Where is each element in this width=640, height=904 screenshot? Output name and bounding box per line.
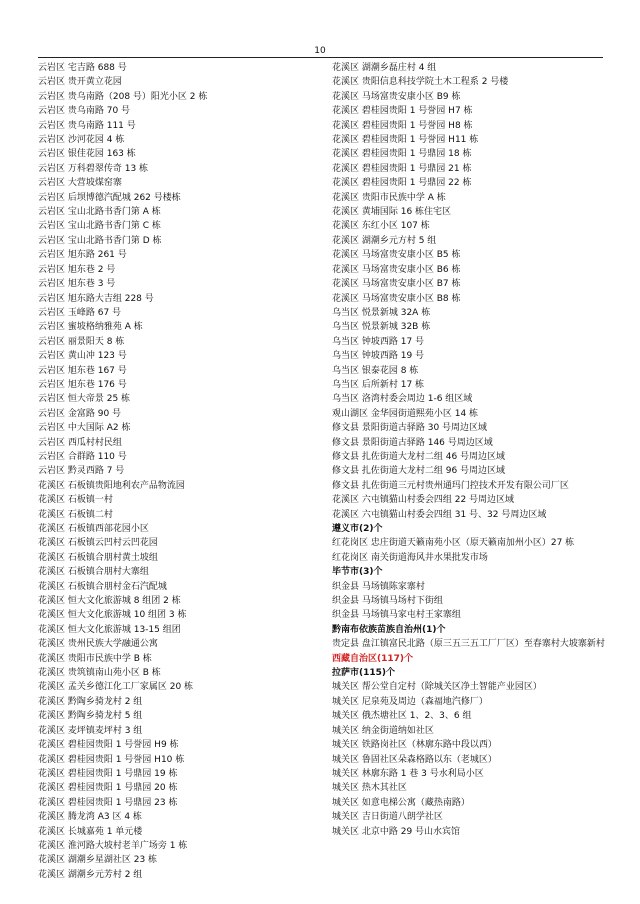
address-line: 花溪区 黔陶乡骑龙村 2 组 [38,696,143,707]
address-line: 花溪区 恒大文化旅游城 8 组团 2 栋 [38,596,181,607]
address-line: 贵定县 盘江镇富民北路（原三五三五工厂厂区）至春寨村大坡寨新村 [332,639,605,650]
address-line: 花溪区 碧桂园贵阳 1 号鼎园 21 栋 [332,163,472,174]
address-line: 乌当区 钟坡西路 19 号 [332,351,425,362]
address-line: 花溪区 腾龙湾 A3 区 4 栋 [38,812,142,823]
address-line: 花溪区 六屯镇猫山村委会四组 22 号周边区域 [332,495,515,506]
address-line: 城关区 林廓东路 1 巷 3 号水利局小区 [332,768,484,779]
address-line: 花溪区 恒大文化旅游城 13-15 组团 [38,624,181,635]
address-line: 花溪区 碧桂园贵阳 1 号誉园 H8 栋 [332,120,473,131]
address-line: 花溪区 恒大文化旅游城 10 组团 3 栋 [38,610,187,621]
address-line: 乌当区 悦景新城 32A 栋 [332,307,431,318]
address-line: 花溪区 湖潮乡元方村 5 组 [332,235,437,246]
address-line: 花溪区 麦坪镇麦坪村 3 组 [38,725,143,736]
address-line: 城关区 热木其社区 [332,783,407,794]
address-line: 花溪区 湖潮乡磊庄村 4 组 [332,63,437,73]
address-line: 花溪区 马场富贵安康小区 B8 栋 [332,293,461,304]
address-line: 花溪区 碧桂园贵阳 1 号誉园 H7 栋 [332,106,473,117]
address-line: 云岩区 旭东巷 2 号 [38,264,116,275]
region-heading: 遵义市(2)个 [332,524,383,534]
address-line: 云岩区 宅吉路 688 号 [38,63,127,73]
address-line: 花溪区 六屯镇猫山村委会四组 31 号、32 号周边区域 [332,509,547,520]
address-line: 花溪区 孟关乡德江化工厂家属区 20 栋 [38,682,194,693]
address-line: 花溪区 东红小区 107 栋 [332,221,430,232]
address-line: 城关区 铁路岗社区（林廓东路中段以西） [332,740,497,751]
region-heading: 西藏自治区(117)个 [332,653,414,664]
address-line: 花溪区 碧桂园贵阳 1 号誉园 H9 栋 [38,740,179,751]
address-line: 云岩区 沙河花园 4 栋 [38,135,125,146]
address-line: 花溪区 石板镇合朋村黄土坡组 [38,552,158,563]
address-line: 城关区 俄杰塘社区 1、2、3、6 组 [332,711,472,722]
address-line: 城关区 如意电梯公寓（藏热南路） [332,797,470,808]
address-line: 云岩区 银佳花园 163 栋 [38,149,136,160]
address-line: 云岩区 旭东巷 3 号 [38,279,116,290]
address-line: 云岩区 后坝博德汽配城 262 号楼栋 [38,192,181,203]
address-line: 花溪区 碧桂园贵阳 1 号鼎园 20 栋 [38,783,178,794]
address-line: 修文县 扎佐街道大龙村二组 46 号周边区域 [332,451,506,462]
address-line: 花溪区 石板镇西部花园小区 [38,524,149,534]
region-heading: 拉萨市(115)个 [332,668,396,679]
address-line: 花溪区 石板镇合朋村金石汽配城 [38,581,167,592]
address-line: 花溪区 石板镇一村 [38,495,113,506]
address-line: 修文县 扎佐街道三元村贵州通玛门控技术开发有限公司厂区 [332,480,569,491]
address-line: 织金县 马场镇陈家寨村 [332,581,425,592]
address-line: 云岩区 蜜坡格纳雅苑 A 栋 [38,322,143,333]
header-rule [38,57,603,58]
address-line: 花溪区 碧桂园贵阳 1 号鼎园 18 栋 [332,149,472,160]
address-line: 花溪区 马场富贵安康小区 B5 栋 [332,250,461,261]
address-line: 云岩区 恒大帝景 25 栋 [38,394,131,405]
address-line: 云岩区 黄山冲 123 号 [38,351,127,362]
address-line: 花溪区 碧桂园贵阳 1 号鼎园 23 栋 [38,797,178,808]
address-line: 城关区 帮公堂自定村（除城关区净土智能产业园区） [332,682,542,693]
address-line: 云岩区 金富路 90 号 [38,408,122,419]
right-column [332,61,606,839]
address-line: 城关区 纳金街道纳如社区 [332,725,434,736]
address-line: 修文县 景阳街道古驿路 146 号周边区域 [332,437,493,448]
address-line: 修文县 扎佐街道大龙村二组 96 号周边区域 [332,466,506,477]
address-line: 花溪区 马场富贵安康小区 B7 栋 [332,279,461,290]
address-line: 织金县 马场镇马场村下街组 [332,596,443,607]
address-line: 花溪区 贵阳市民族中学 A 栋 [332,192,446,203]
address-line: 乌当区 后所新村 17 栋 [332,379,425,390]
address-line: 云岩区 大营坡煤窑寨 [38,178,122,189]
address-line: 花溪区 碧桂园贵阳 1 号誉园 H11 栋 [332,135,479,146]
address-line: 云岩区 宝山北路书香门第 A 栋 [38,207,161,218]
address-line: 云岩区 旭东路大吉组 228 号 [38,293,154,304]
address-line: 花溪区 贵州民族大学融通公寓 [38,639,158,650]
address-line: 红花岗区 南关街道海风井水果批发市场 [332,552,488,563]
address-line: 乌当区 悦景新城 32B 栋 [332,322,431,333]
address-line: 花溪区 贵阳信息科技学院土木工程系 2 号楼 [332,77,509,88]
address-line: 花溪区 黔陶乡骑龙村 5 组 [38,711,143,722]
address-line: 城关区 尼泉苑及周边（森福地汽修厂） [332,696,488,707]
address-line: 花溪区 石板镇云凹村云凹花园 [38,538,158,549]
address-line: 云岩区 旭东巷 176 号 [38,379,127,390]
address-line: 花溪区 石板镇合朋村大寨组 [38,567,149,578]
left-column [38,61,322,882]
address-line: 花溪区 碧桂园贵阳 1 号鼎园 19 栋 [38,768,178,779]
address-line: 花溪区 淮河路大坡村老羊广场旁 1 栋 [38,840,188,851]
address-line: 云岩区 宝山北路书香门第 D 栋 [38,235,162,246]
address-line: 花溪区 马场富贵安康小区 B6 栋 [332,264,461,275]
address-line: 红花岗区 忠庄街道天籁南苑小区（原天籁南加州小区）27 栋 [332,538,575,549]
address-line: 云岩区 贵乌南路 111 号 [38,120,136,131]
address-line: 花溪区 石板镇二村 [38,509,113,520]
address-line: 云岩区 宝山北路书香门第 C 栋 [38,221,161,232]
address-line: 花溪区 马场富贵安康小区 B9 栋 [332,91,461,102]
address-line: 花溪区 贵筑镇南山苑小区 B 栋 [38,668,161,679]
address-line: 城关区 吉日街道八朗学社区 [332,812,443,823]
page-number: 10 [314,46,326,56]
address-line: 花溪区 湖潮乡元芳村 2 组 [38,869,143,880]
address-line: 城关区 鲁固社区朵森格路以东（老城区） [332,754,497,765]
address-line: 乌当区 洛湾村委会周边 1-6 组区域 [332,394,473,405]
address-line: 观山湖区 金华园街道熙苑小区 14 栋 [332,408,479,419]
address-line: 云岩区 贵乌南路（208 号）阳光小区 2 栋 [38,91,208,102]
address-line: 乌当区 银泰花园 8 栋 [332,365,419,376]
address-line: 花溪区 碧桂园贵阳 1 号誉园 H10 栋 [38,754,185,765]
address-line: 云岩区 贵乌南路 70 号 [38,106,131,117]
address-line: 花溪区 长城嘉苑 1 单元楼 [38,826,143,837]
region-heading: 毕节市(3)个 [332,567,383,578]
address-line: 花溪区 黄埔国际 16 栋住宅区 [332,207,452,218]
address-line: 云岩区 丽景阳天 8 栋 [38,336,125,347]
address-line: 织金县 马场镇马家屯村王家寨组 [332,610,461,621]
address-line: 云岩区 西瓜村村民组 [38,437,122,448]
address-line: 云岩区 旭东路 261 号 [38,250,127,261]
address-line: 云岩区 贵开黄立花园 [38,77,122,88]
address-line: 云岩区 合群路 110 号 [38,451,127,462]
region-heading: 黔南布依族苗族自治州(1)个 [332,624,446,635]
address-line: 花溪区 湖潮乡星湖社区 23 栋 [38,855,158,866]
address-line: 云岩区 中大国际 A2 栋 [38,423,131,434]
address-line: 花溪区 贵阳市民族中学 B 栋 [38,653,152,664]
address-line: 花溪区 石板镇贵阳地利农产品物流园 [38,480,185,491]
address-line: 云岩区 万科碧翠传奇 13 栋 [38,163,149,174]
address-line: 云岩区 玉峰路 67 号 [38,307,122,318]
address-line: 修文县 景阳街道古驿路 30 号周边区域 [332,423,488,434]
address-line: 城关区 北京中路 29 号山水宾馆 [332,826,461,837]
address-line: 花溪区 碧桂园贵阳 1 号鼎园 22 栋 [332,178,472,189]
address-line: 云岩区 黔灵西路 7 号 [38,466,125,477]
address-line: 乌当区 钟坡西路 17 号 [332,336,425,347]
address-line: 云岩区 旭东巷 167 号 [38,365,127,376]
